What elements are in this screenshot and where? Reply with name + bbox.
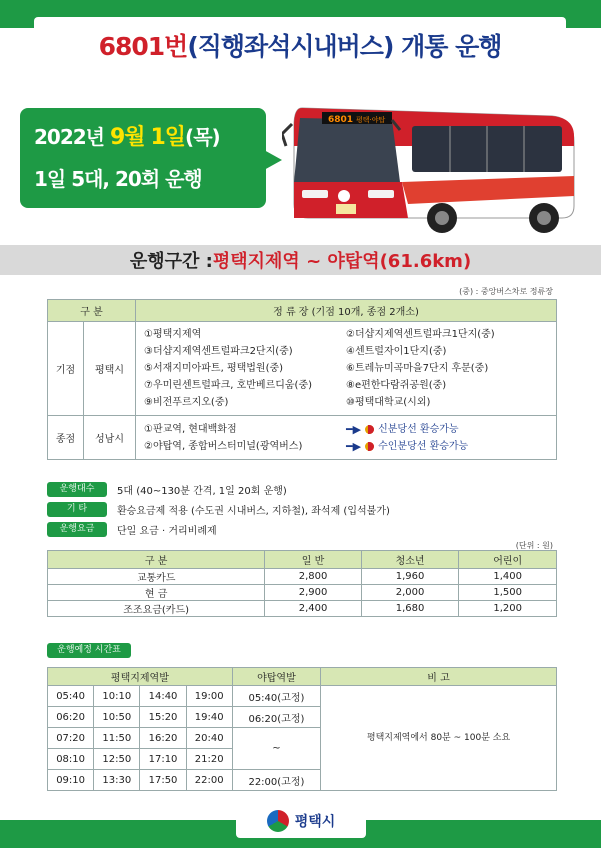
route-section-label: 운행구간 : <box>129 251 213 272</box>
fare-text: 단일 요금 · 거리비례제 <box>117 526 217 537</box>
fare-header: 청소년 <box>361 551 459 569</box>
info-vehicles <box>47 482 287 497</box>
fare-cell: 2,400 <box>265 601 361 617</box>
time-cell: 05:40(고정) <box>232 686 320 707</box>
time-cell: 15:20 <box>140 707 186 728</box>
city-logo <box>236 804 366 838</box>
timetable-remark: 평택지제역에서 80분 ~ 100분 소요 <box>321 686 557 791</box>
fare-cell: 1,400 <box>459 569 557 585</box>
vehicles-tag: 운행대수 <box>47 482 107 497</box>
list-item: ④센트럴자이1단지(중) <box>346 346 447 357</box>
etc-text: 환승요금제 적용 (수도권 시내버스, 지하철), 좌석제 (입석불가) <box>117 506 390 517</box>
time-range-mark: ~ <box>232 728 320 770</box>
origin-stops-left <box>144 326 346 411</box>
list-item: ①판교역, 현대백화점 <box>144 423 237 435</box>
list-item: ②더샵지제역센트럴파크1단지(중) <box>346 329 495 340</box>
list-item: ⑧e편한다람쥐공원(중) <box>346 380 447 391</box>
time-cell: 22:00(고정) <box>232 770 320 791</box>
time-cell: 14:40 <box>140 686 186 707</box>
fare-cell: 1,200 <box>459 601 557 617</box>
timetable-label <box>47 643 141 658</box>
list-item: ⑤서재지미아파트, 평택법원(중) <box>144 363 284 374</box>
subway-icon <box>365 425 374 434</box>
timetable <box>47 667 557 791</box>
fare-header: 일 반 <box>265 551 361 569</box>
time-cell: 10:50 <box>94 707 140 728</box>
arrow-right-icon: ━▶ <box>346 422 362 436</box>
subway-icon <box>365 442 374 451</box>
dest-city: 성남시 <box>84 416 136 460</box>
table-row <box>48 686 557 707</box>
origin-city: 평택시 <box>84 322 136 416</box>
bus-sign-dest: 평택·야탑 <box>356 116 386 124</box>
time-cell: 08:10 <box>48 749 94 770</box>
page-title <box>34 17 566 73</box>
launch-info-bubble <box>20 108 266 208</box>
dest-transfers <box>346 421 548 455</box>
table-row <box>48 601 557 617</box>
fare-header: 어린이 <box>459 551 557 569</box>
timetable-header-yatap: 야탑역발 <box>232 668 320 686</box>
launch-date <box>34 120 252 151</box>
fare-cell: 2,900 <box>265 585 361 601</box>
route-section-bar <box>0 245 601 275</box>
bus-sign-number: 6801 <box>328 115 354 125</box>
stops-header-stops: 정 류 장 (기점 10개, 종점 2개소) <box>136 300 557 322</box>
stops-header-category: 구 분 <box>48 300 136 322</box>
stops-table <box>47 299 557 460</box>
time-cell: 12:50 <box>94 749 140 770</box>
etc-tag: 기 타 <box>47 502 107 517</box>
fare-cell: 1,960 <box>361 569 459 585</box>
arrow-right-icon: ━▶ <box>346 439 362 453</box>
time-cell: 05:40 <box>48 686 94 707</box>
list-item: ⑨비전푸르지오(중) <box>144 397 229 408</box>
transfer-note: 수인분당선 환승가능 <box>378 440 469 452</box>
bus-lane-note: (중) : 중앙버스차로 정류장 <box>459 287 553 296</box>
fare-cell: 2,000 <box>361 585 459 601</box>
launch-ops: 1일 5대, 20회 운행 <box>34 167 202 191</box>
time-cell: 17:10 <box>140 749 186 770</box>
city-name: 평택시 <box>294 814 336 830</box>
table-row <box>48 569 557 585</box>
fare-tag: 운행요금 <box>47 522 107 537</box>
origin-stops-right <box>346 326 548 411</box>
fare-cell: 2,800 <box>265 569 361 585</box>
launch-weekday: (목) <box>185 125 220 149</box>
time-cell: 21:20 <box>186 749 232 770</box>
time-cell: 06:20 <box>48 707 94 728</box>
fare-cell: 현 금 <box>48 585 265 601</box>
vehicles-text: 5대 (40~130분 간격, 1일 20회 운행) <box>117 486 287 497</box>
fare-table <box>47 550 557 617</box>
bubble-tail <box>264 150 282 170</box>
transfer-note: 신분당선 환승가능 <box>378 423 459 435</box>
time-cell: 20:40 <box>186 728 232 749</box>
timetable-header-pyeongtaek: 평택지제역발 <box>48 668 233 686</box>
time-cell: 19:40 <box>186 707 232 728</box>
city-emblem-icon <box>267 810 289 832</box>
title-rest: (직행좌석시내버스) 개통 운행 <box>187 32 502 61</box>
bus-image <box>282 86 578 238</box>
time-cell: 07:20 <box>48 728 94 749</box>
fare-unit-note: (단위 : 원) <box>515 541 553 550</box>
time-cell: 11:50 <box>94 728 140 749</box>
dest-label: 종점 <box>48 416 84 460</box>
launch-year: 2022년 <box>34 125 104 149</box>
route-section-value: 평택지제역 ~ 야탑역(61.6km) <box>212 251 472 272</box>
fare-cell: 1,680 <box>361 601 459 617</box>
info-etc <box>47 502 390 517</box>
time-cell: 09:10 <box>48 770 94 791</box>
list-item: ③더샵지제역센트럴파크2단지(중) <box>144 346 293 357</box>
list-item: ⑥트레뉴미곡마을7단지 후문(중) <box>346 363 489 374</box>
dest-stops <box>144 421 346 455</box>
list-item: ②야탑역, 종합버스터미널(광역버스) <box>144 440 303 452</box>
origin-label: 기점 <box>48 322 84 416</box>
fare-cell: 교통카드 <box>48 569 265 585</box>
time-cell: 22:00 <box>186 770 232 791</box>
list-item: ⑩평택대학교(시외) <box>346 397 431 408</box>
launch-day: 1일 <box>150 125 186 150</box>
timetable-tag: 운행예정 시간표 <box>47 643 131 658</box>
launch-month: 9월 <box>109 125 145 150</box>
time-cell: 19:00 <box>186 686 232 707</box>
time-cell: 16:20 <box>140 728 186 749</box>
route-number: 6801번 <box>98 32 188 61</box>
fare-header: 구 분 <box>48 551 265 569</box>
list-item: ①평택지제역 <box>144 329 202 340</box>
info-fare <box>47 522 217 537</box>
time-cell: 17:50 <box>140 770 186 791</box>
time-cell: 06:20(고정) <box>232 707 320 728</box>
time-cell: 13:30 <box>94 770 140 791</box>
fare-cell: 조조요금(카드) <box>48 601 265 617</box>
table-row <box>48 585 557 601</box>
time-cell: 10:10 <box>94 686 140 707</box>
timetable-header-note: 비 고 <box>321 668 557 686</box>
list-item: ⑦우미린센트럴파크, 호반베르디움(중) <box>144 380 313 391</box>
fare-cell: 1,500 <box>459 585 557 601</box>
